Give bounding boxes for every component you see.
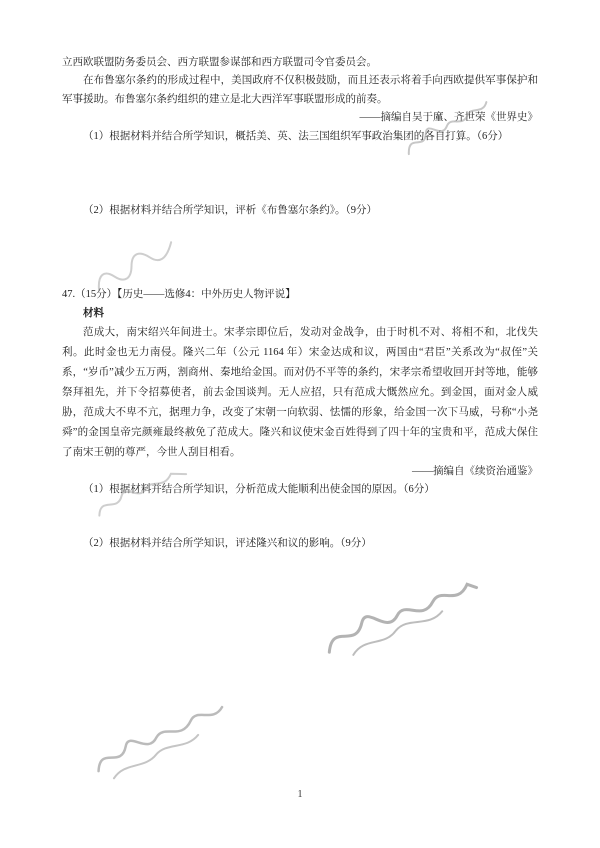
q47-source-attribution: ——摘编自《续资治通鉴》: [412, 465, 538, 477]
q46-source-attribution: ——摘编自吴于廑、齐世荣《世界史》: [359, 112, 538, 124]
q46-answer-space-1: [62, 146, 538, 202]
q47-sub-question-1: （1）根据材料并结合所学知识，分析范成大能顺利出使金国的原因。（6分）: [83, 483, 435, 495]
q47-material-label: 材料: [83, 307, 104, 319]
q46-sub-question-1: （1）根据材料并结合所学知识，概括美、英、法三国组织军事政治集团的各自打算。（6分）: [83, 130, 509, 142]
q46-sub-question-2: （2）根据材料并结合所学知识，评析《布鲁塞尔条约》。（9分）: [83, 204, 377, 216]
q47-heading: 47.（15分）【历史——选修4：中外历史人物评说】: [62, 289, 296, 301]
pencil-scribble-icon: [81, 688, 242, 794]
q46-material-last-line: 立西欧联盟防务委员会、西方联盟参谋部和西方联盟司令官委员会。: [62, 57, 377, 68]
q47-sub-question-2: （2）根据材料并结合所学知识，评述隆兴和议的影响。（9分）: [83, 538, 372, 550]
q46-material-paragraph: 在布鲁塞尔条约的形成过程中，美国政府不仅积极鼓励，而且还表示将着手向西欧提供军事保护和军事援助。布鲁塞尔条约组织的建立是北大西洋军事联盟形成的前奏。: [62, 75, 538, 105]
pencil-scribble-icon: [311, 561, 494, 673]
q46-answer-space-2: [62, 220, 538, 286]
page-number: 1: [297, 789, 303, 800]
q47-answer-space-1: [62, 499, 538, 535]
q47-material-paragraph: 范成大，南宋绍兴年间进士。宋孝宗即位后，发动对金战争，由于时机不对、将相不和，北伐失利。此时金也无力南侵。隆兴二年（公元 1164 年）宋金达成和议，两国由“君臣”关系改为“叔侄”关系，“岁币”减少五万两，割商州、秦地给金国。而对仍不平等的条约，宋孝宗希望收回开封等地，能够祭拜祖先，并下令招募使者，前去金国谈判。无人应招，只有范成大慨然应允。到金国，面对金人威胁，范成大不卑不亢，据理力争，改变了宋朝一向软弱、怯懦的形象，给金国一次下马威，号称“小尧舜”的金国皇帝完颜雍最终赦免了范成大。隆兴和议使宋金百姓得到了四十年的宝贵和平，范成大保住了南宋王朝的尊严，今世人刮目相看。: [62, 327, 538, 458]
